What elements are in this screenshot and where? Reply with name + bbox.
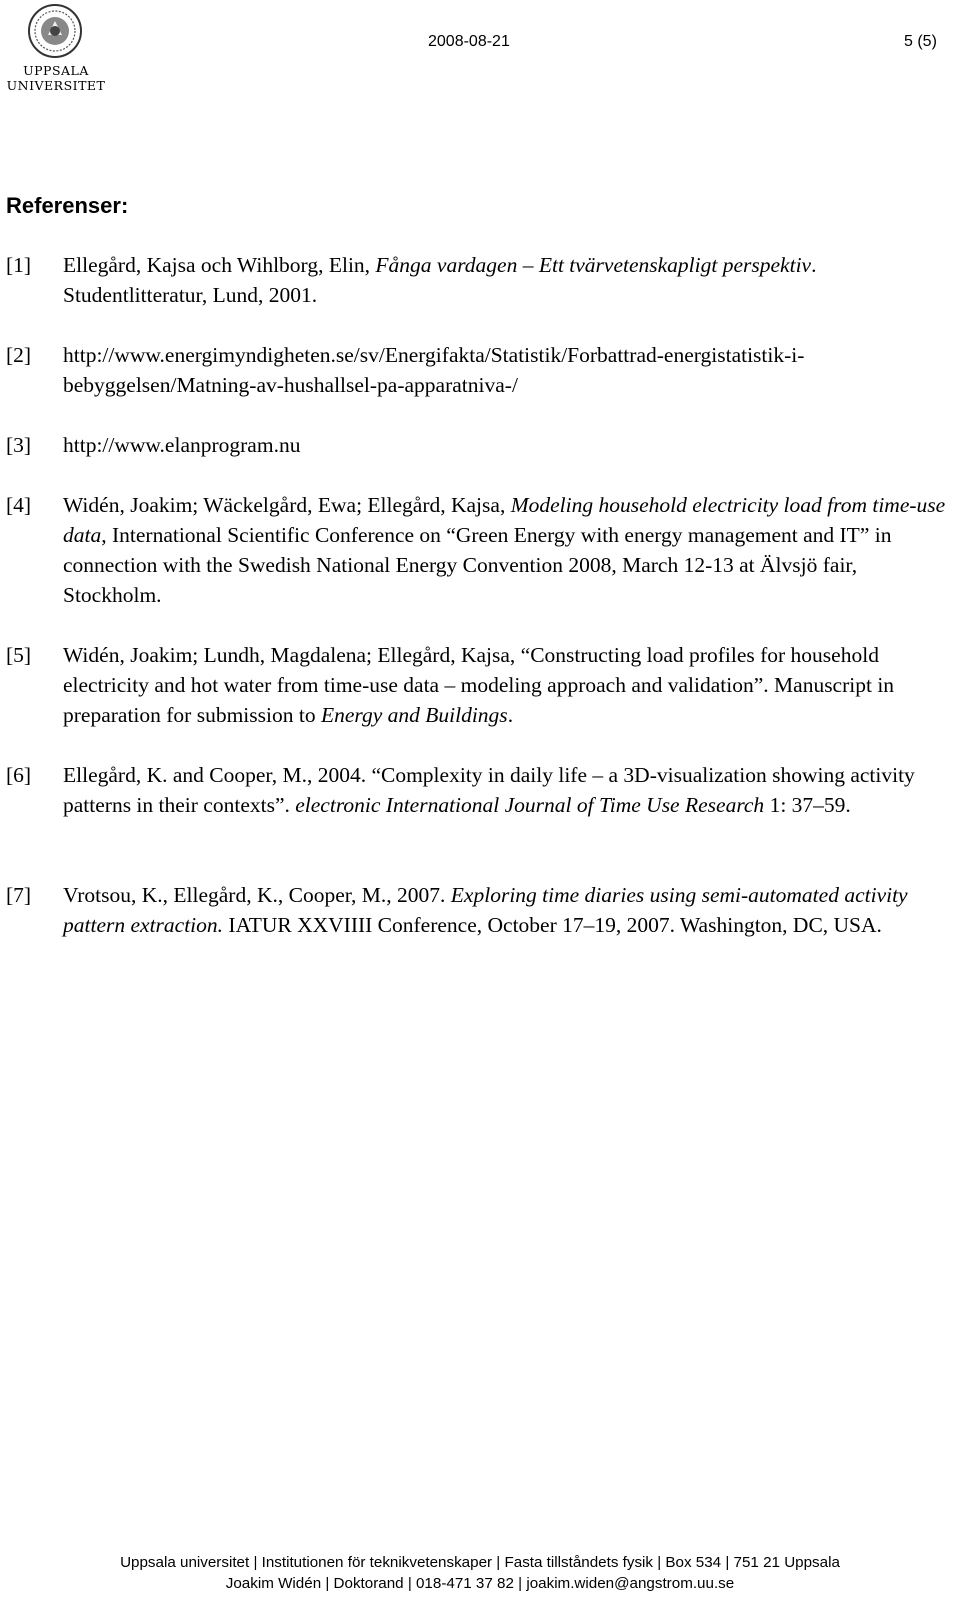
reference-text [63, 640, 948, 730]
reference-text-segment: , International Scientific Conference on “Green Energy with energy management and IT” in connection with the Swedish National Energy Convention 2008, March 12-13 at Älvsjö fair, Stockholm. [63, 523, 892, 607]
reference-text [63, 430, 948, 460]
university-logo-text [4, 63, 108, 93]
reference-text-segment: . [507, 703, 514, 727]
page-footer [0, 1552, 960, 1594]
reference-italic-text: Fånga vardagen – Ett tvärvetenskapligt perspektiv [375, 253, 812, 277]
reference-item [0, 340, 948, 400]
header-date: 2008-08-21 [428, 33, 510, 50]
reference-text [63, 490, 948, 610]
reference-text [63, 760, 948, 820]
reference-italic-text: Modeling household electricity load from time-use data [63, 493, 946, 547]
reference-text-segment: http://www.energimyndigheten.se/sv/Energifakta/Statistik/Forbattrad-energistatistik-i-bebyggelsen/Matning-av-hushallsel-pa-apparatniva-/ [63, 343, 805, 397]
reference-number: [7] [6, 883, 32, 907]
reference-text-segment: Ellegård, K. and Cooper, M., 2004. “Complexity in daily life – a 3D-visualization showing activity patterns in their contexts”. [63, 763, 915, 817]
logo-text-line1: UPPSALA [23, 63, 89, 78]
reference-item [0, 490, 948, 610]
reference-number: [4] [6, 493, 32, 517]
reference-number: [3] [6, 433, 32, 457]
footer-line-1: Uppsala universitet | Institutionen för teknikvetenskaper | Fasta tillståndets fysik | Box 534 | 751 21 Uppsala [120, 1554, 840, 1571]
reference-text-segment: http://www.elanprogram.nu [63, 433, 301, 457]
reference-number: [6] [6, 763, 32, 787]
page-title: Referenser: [6, 193, 129, 218]
reference-text-segment: Ellegård, Kajsa och Wihlborg, Elin, [63, 253, 376, 277]
reference-number: [2] [6, 343, 32, 367]
university-logo [4, 4, 104, 100]
reference-item [0, 430, 948, 460]
page-number: 5 (5) [904, 33, 937, 50]
reference-italic-text: Exploring time diaries using semi-automated activity pattern extraction. [63, 883, 908, 937]
footer-line-2: Joakim Widén | Doktorand | 018-471 37 82 | joakim.widen@angstrom.uu.se [225, 1575, 735, 1592]
logo-text-line2: UNIVERSITET [6, 78, 106, 93]
reference-text-segment: . Studentlitteratur, Lund, 2001. [63, 253, 817, 307]
reference-item [0, 640, 948, 730]
reference-item [0, 760, 948, 820]
reference-item [0, 250, 948, 310]
reference-number: [5] [6, 643, 32, 667]
reference-text [63, 250, 948, 310]
reference-number: [1] [6, 253, 32, 277]
reference-text-segment: Vrotsou, K., Ellegård, K., Cooper, M., 2007. [63, 883, 451, 907]
reference-text [63, 340, 948, 400]
reference-text-segment: 1: 37–59. [764, 793, 851, 817]
reference-italic-text: electronic International Journal of Time Use Research [295, 793, 765, 817]
reference-text-segment: Widén, Joakim; Lundh, Magdalena; Ellegård, Kajsa, “Constructing load profiles for household electricity and hot water from time-use data – modeling approach and validation”. Manuscript in preparation for submission to [63, 643, 895, 727]
reference-text-segment: IATUR XXVIIII Conference, October 17–19, 2007. Washington, DC, USA. [223, 913, 882, 937]
reference-item [0, 880, 948, 940]
reference-text [63, 880, 948, 940]
reference-text-segment: Widén, Joakim; Wäckelgård, Ewa; Ellegård, Kajsa, [63, 493, 511, 517]
university-seal-icon [28, 4, 82, 58]
reference-italic-text: Energy and Buildings [320, 703, 508, 727]
